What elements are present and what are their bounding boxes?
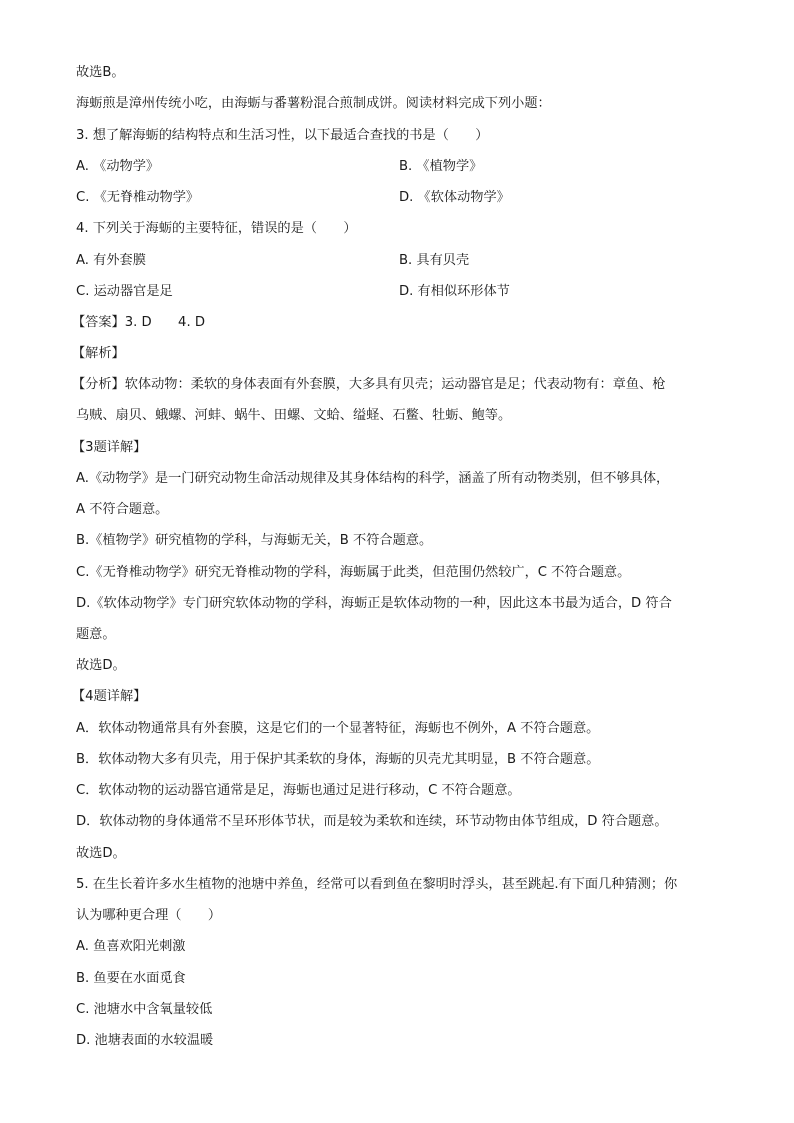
detail-3-d-line-1: D.《软体动物学》专门研究软体动物的学科，海蛎正是软体动物的一种，因此这本书最为适合，D 符合 — [76, 596, 672, 611]
question-3-option-b: B. 《植物学》 — [399, 159, 483, 174]
question-5-option-d: D. 池塘表面的水较温暖 — [76, 1033, 214, 1048]
previous-conclusion: 故选B。 — [76, 65, 125, 80]
detail-3-a-line-2: A 不符合题意。 — [76, 502, 169, 517]
detail-4-d: D．软体动物的身体通常不呈环形体节状，而是较为柔软和连续，环节动物由体节组成，D 符合题意。 — [76, 814, 668, 829]
detail-3-b: B.《植物学》研究植物的学科，与海蛎无关，B 不符合题意。 — [76, 533, 433, 548]
question-3-option-a: A. 《动物学》 — [76, 159, 160, 174]
question-5-option-a: A. 鱼喜欢阳光刺激 — [76, 939, 186, 954]
question-4-stem: 4. 下列关于海蛎的主要特征，错误的是（ ） — [76, 221, 357, 236]
question-4-option-a: A. 有外套膜 — [76, 253, 146, 268]
detail-4-a: A．软体动物通常具有外套膜，这是它们的一个显著特征，海蛎也不例外，A 不符合题意。 — [76, 721, 600, 736]
answer-text: 3. D 4. D — [124, 315, 205, 330]
detail-3-label: 【3题详解】 — [72, 440, 147, 455]
detail-3-a-line-1: A.《动物学》是一门研究动物生命活动规律及其身体结构的科学，涵盖了所有动物类别，但不够具体， — [76, 471, 670, 486]
question-3-stem: 3. 想了解海蛎的结构特点和生活习性，以下最适合查找的书是（ ） — [76, 128, 489, 143]
question-5-option-b: B. 鱼要在水面觅食 — [76, 971, 186, 986]
question-5-option-c: C. 池塘水中含氧量较低 — [76, 1002, 213, 1017]
question-3-option-c: C. 《无脊椎动物学》 — [76, 190, 200, 205]
question-5-stem-line-2: 认为哪种更合理（ ） — [76, 908, 222, 923]
detail-4-b: B．软体动物大多有贝壳，用于保护其柔软的身体，海蛎的贝壳尤其明显，B 不符合题意。 — [76, 752, 600, 767]
answer-line — [72, 314, 205, 332]
answer-label: 【答案】 — [72, 315, 125, 330]
question-4-option-d: D. 有相似环形体节 — [399, 284, 510, 299]
detail-3-c: C.《无脊椎动物学》研究无脊椎动物的学科，海蛎属于此类，但范围仍然较广，C 不符合题意。 — [76, 565, 631, 580]
detail-3-d-line-2: 题意。 — [76, 627, 116, 642]
detail-4-label: 【4题详解】 — [72, 689, 147, 704]
detail-3-conclusion: 故选D。 — [76, 658, 126, 673]
question-3-option-d: D. 《软体动物学》 — [399, 190, 510, 205]
question-4-option-b: B. 具有贝壳 — [399, 253, 470, 268]
detail-4-c: C．软体动物的运动器官通常是足，海蛎也通过足进行移动，C 不符合题意。 — [76, 783, 521, 798]
analysis-label: 【解析】 — [72, 346, 125, 361]
analysis-line-2: 乌贼、扇贝、蛾螺、河蚌、蜗牛、田螺、文蛤、缢蛏、石鳖、牡蛎、鲍等。 — [76, 408, 512, 423]
detail-4-conclusion: 故选D。 — [76, 846, 126, 861]
analysis-line-1: 【分析】软体动物：柔软的身体表面有外套膜，大多具有贝壳；运动器官是足；代表动物有：章鱼、枪 — [72, 377, 666, 392]
question-5-stem-line-1: 5. 在生长着许多水生植物的池塘中养鱼，经常可以看到鱼在黎明时浮头，甚至跳起.有下面几种猜测；你 — [76, 877, 678, 892]
reading-passage: 海蛎煎是漳州传统小吃，由海蛎与番薯粉混合煎制成饼。阅读材料完成下列小题： — [76, 96, 551, 111]
question-4-option-c: C. 运动器官是足 — [76, 284, 173, 299]
